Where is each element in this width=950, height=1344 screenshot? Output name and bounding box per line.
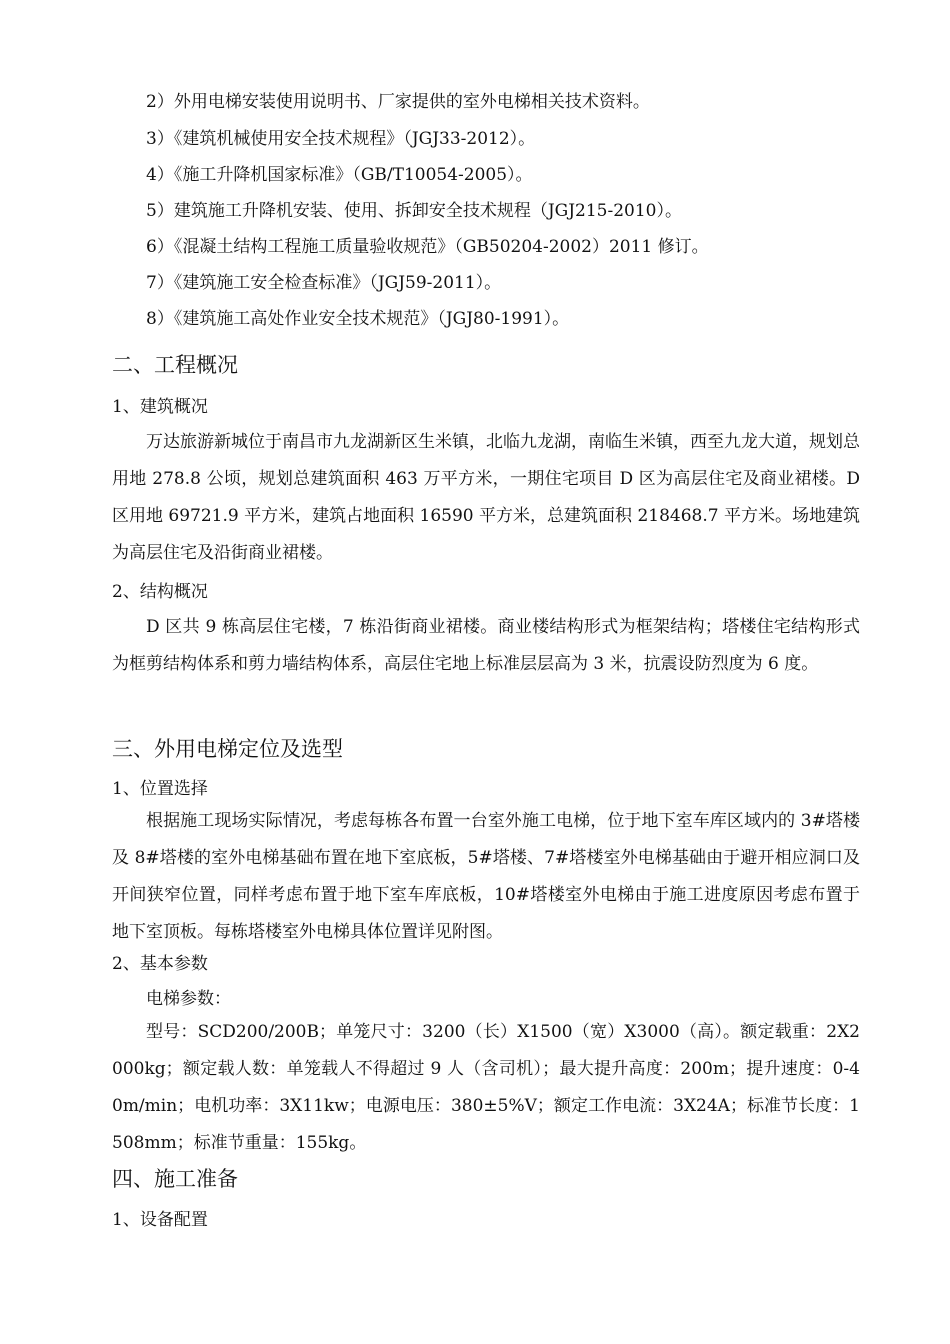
reference-item-3: 3）《建筑机械使用安全技术规程》（JGJ33-2012）。 <box>146 129 536 149</box>
subheading-basic-parameters: 2、基本参数 <box>112 954 208 974</box>
paragraph-building-overview: 万达旅游新城位于南昌市九龙湖新区生米镇，北临九龙湖，南临生米镇，西至九龙大道，规划总用地 278.8 公顷，规划总建筑面积 463 万平方米，一期住宅项目 D 区为高层住宅及商业裙楼。D 区用地 69721.9 平方米，建筑占地面积 16590 平方米，总建筑面积 218468.7 平方米。场地建筑为高层住宅及沿街商业裙楼。 <box>112 432 860 563</box>
label-elevator-parameters: 电梯参数： <box>146 989 231 1009</box>
subheading-equipment-configuration: 1、设备配置 <box>112 1210 208 1230</box>
subheading-building-overview: 1、建筑概况 <box>112 397 208 417</box>
subheading-position-selection: 1、位置选择 <box>112 779 208 799</box>
section-heading-elevator-positioning: 三、外用电梯定位及选型 <box>112 737 343 761</box>
reference-item-8: 8）《建筑施工高处作业安全技术规范》（JGJ80-1991）。 <box>146 309 570 329</box>
reference-item-7: 7）《建筑施工安全检查标准》（JGJ59-2011）。 <box>146 273 502 293</box>
reference-item-2: 2）外用电梯安装使用说明书、厂家提供的室外电梯相关技术资料。 <box>146 92 650 112</box>
reference-item-5: 5）建筑施工升降机安装、使用、拆卸安全技术规程（JGJ215-2010）。 <box>146 201 682 221</box>
section-heading-construction-preparation: 四、施工准备 <box>112 1167 238 1191</box>
paragraph-elevator-parameters: 型号：SCD200/200B；单笼尺寸：3200（长）X1500（宽）X3000（高）。额定载重：2X2000kg；额定载人数：单笼载人不得超过 9 人（含司机）；最大提升高度：200m；提升速度：0-40m/min；电机功率：3X11kw；电源电压：380±5%V；额定工作电流：3X24A；标准节长度：1508mm；标准节重量：155kg。 <box>112 1022 860 1153</box>
paragraph-position-selection: 根据施工现场实际情况，考虑每栋各布置一台室外施工电梯，位于地下室车库区域内的 3#塔楼及 8#塔楼的室外电梯基础布置在地下室底板，5#塔楼、7#塔楼室外电梯基础由于避开相应洞口及开间狭窄位置，同样考虑布置于地下室车库底板，10#塔楼室外电梯由于施工进度原因考虑布置于地下室顶板。每栋塔楼室外电梯具体位置详见附图。 <box>112 811 860 942</box>
section-heading-overview: 二、工程概况 <box>112 353 238 377</box>
reference-item-6: 6）《混凝土结构工程施工质量验收规范》（GB50204-2002）2011 修订。 <box>146 237 709 257</box>
reference-item-4: 4）《施工升降机国家标准》（GB/T10054-2005）。 <box>146 165 533 185</box>
paragraph-structure-overview: D 区共 9 栋高层住宅楼，7 栋沿街商业裙楼。商业楼结构形式为框架结构；塔楼住宅结构形式为框剪结构体系和剪力墙结构体系，高层住宅地上标准层层高为 3 米，抗震设防烈度为 6 度。 <box>112 617 860 674</box>
subheading-structure-overview: 2、结构概况 <box>112 582 208 602</box>
